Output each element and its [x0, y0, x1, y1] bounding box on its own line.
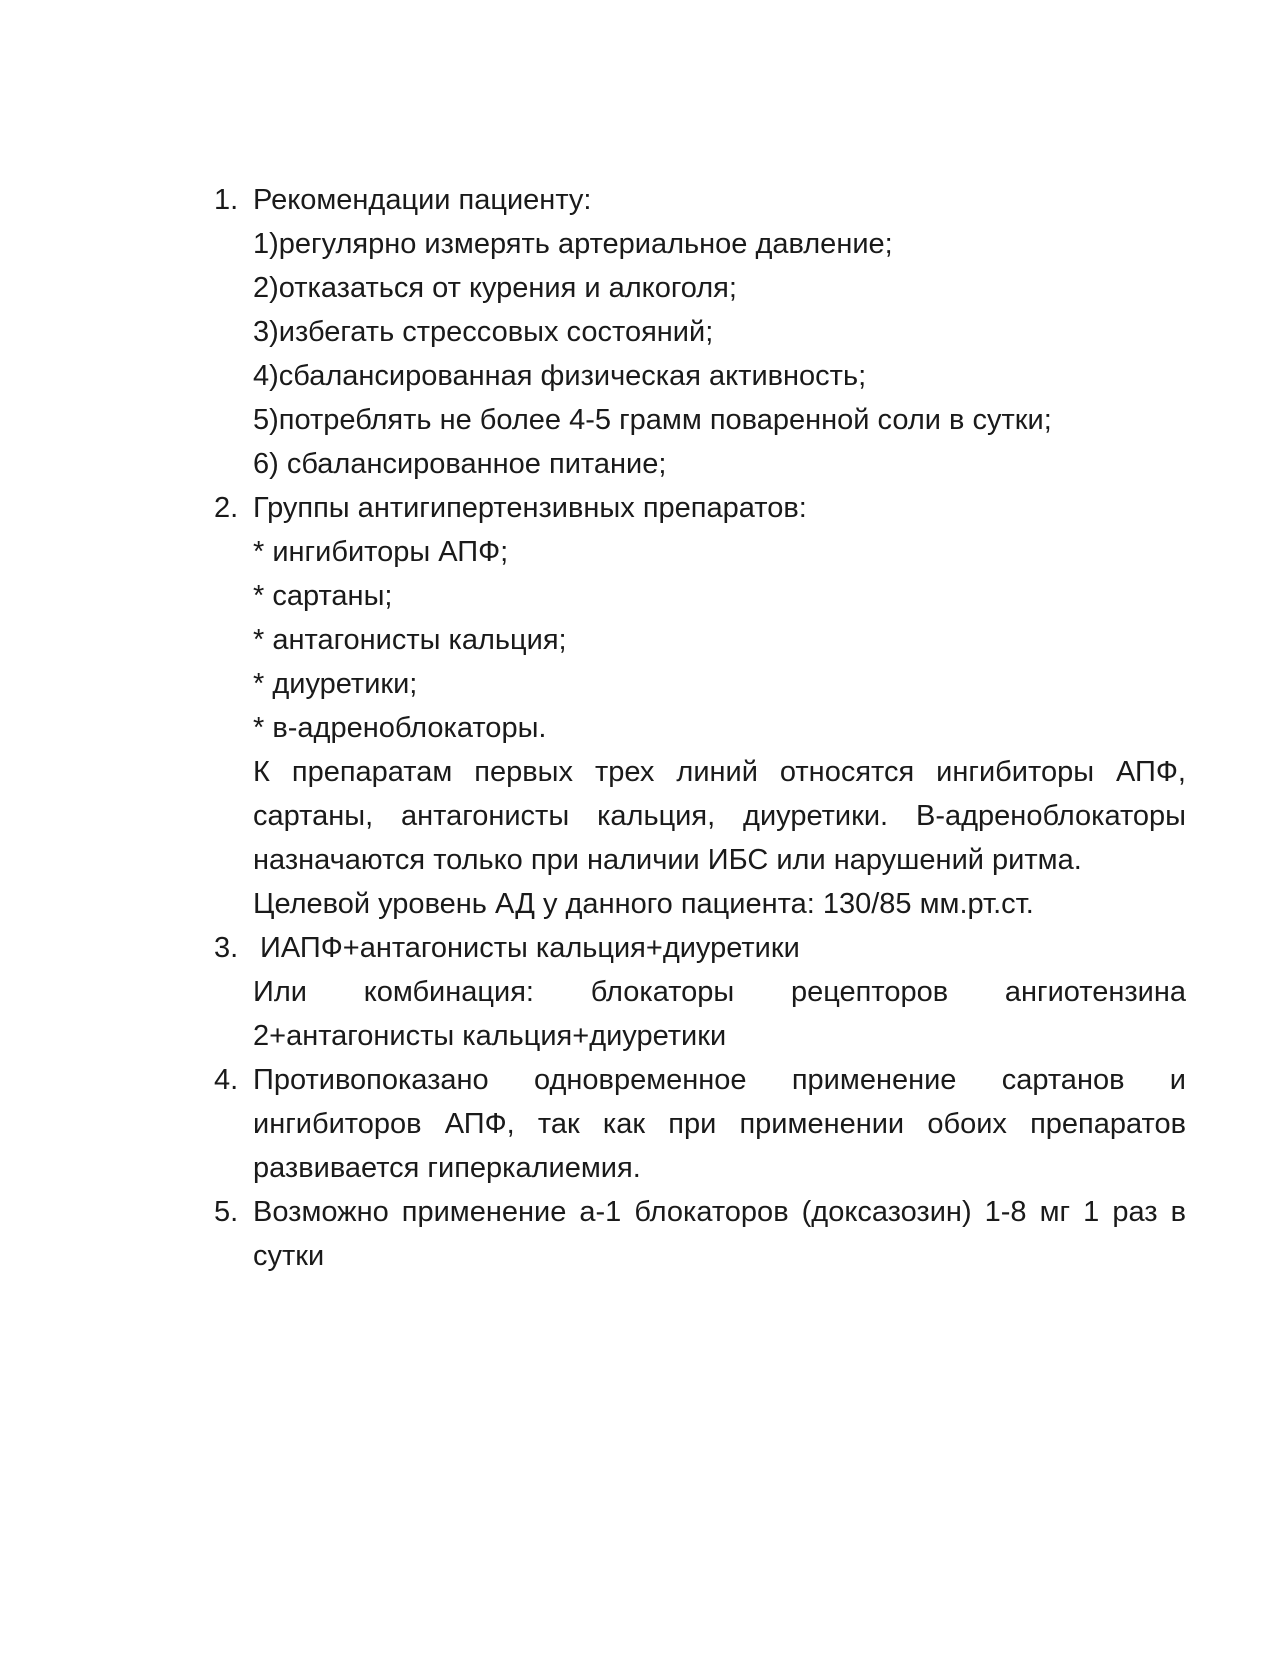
recommendation-line: 2)отказаться от курения и алкоголя; — [253, 272, 737, 304]
alpha-blocker-paragraph: Возможно применение а-1 блокаторов (доксазозин) 1-8 мг 1 раз в сутки — [253, 1196, 1186, 1272]
combination-paragraph: Или комбинация: блокаторы рецепторов ангиотензина 2+антагонисты кальция+диуретики — [253, 976, 1186, 1052]
contraindication-paragraph: Противопоказано одновременное применение сартанов и ингибиторов АПФ, так как при применении обоих препаратов развивается гиперкалиемия. — [253, 1064, 1186, 1184]
drug-group-line: * антагонисты кальция; — [253, 624, 567, 656]
recommendation-line: 5)потреблять не более 4-5 грамм поваренной соли в сутки; — [253, 404, 1052, 436]
numbered-list — [214, 178, 1186, 1278]
drug-group-line: * сартаны; — [253, 580, 393, 612]
list-number: 3. — [214, 932, 239, 964]
item-title: Группы антигипертензивных препаратов: — [253, 492, 807, 524]
drug-group-line: * в-адреноблокаторы. — [253, 712, 547, 744]
list-item-2 — [214, 486, 1186, 926]
list-number: 2. — [214, 492, 239, 524]
list-item-4 — [214, 1058, 1186, 1190]
list-number: 4. — [214, 1064, 239, 1096]
list-number: 5. — [214, 1196, 239, 1228]
list-number: 1. — [214, 184, 239, 216]
recommendation-line: 4)сбалансированная физическая активность; — [253, 360, 867, 392]
target-pressure-line: Целевой уровень АД у данного пациента: 130/85 мм.рт.ст. — [253, 888, 1034, 920]
item-title: Рекомендации пациенту: — [253, 184, 592, 216]
item-title: ИАПФ+антагонисты кальция+диуретики — [260, 932, 800, 964]
drug-lines-paragraph: К препаратам первых трех линий относятся ингибиторы АПФ, сартаны, антагонисты кальция, диуретики. В-адреноблокаторы назначаются только при наличии ИБС или нарушений ритма. — [253, 756, 1186, 876]
list-item-3 — [214, 926, 1186, 1058]
recommendation-line: 6) сбалансированное питание; — [253, 448, 667, 480]
recommendation-line: 1)регулярно измерять артериальное давление; — [253, 228, 893, 260]
recommendation-line: 3)избегать стрессовых состояний; — [253, 316, 714, 348]
list-item-5 — [214, 1190, 1186, 1278]
drug-group-line: * ингибиторы АПФ; — [253, 536, 509, 568]
drug-group-line: * диуретики; — [253, 668, 418, 700]
list-item-1 — [214, 178, 1186, 486]
